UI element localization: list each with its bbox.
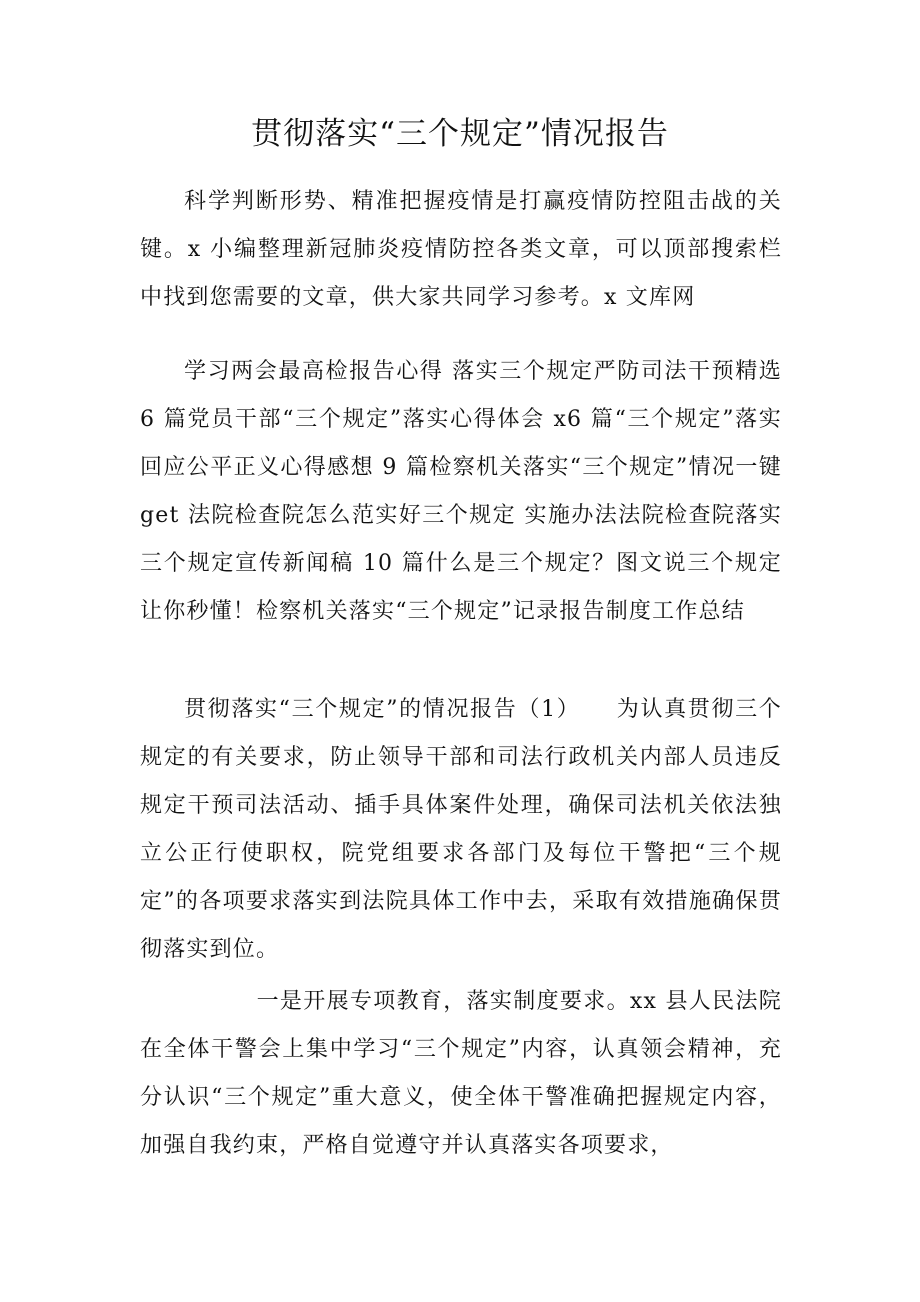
paragraph-intro: 科学判断形势、精准把握疫情是打赢疫情防控阻击战的关键。x 小编整理新冠肺炎疫情防控各类文章，可以顶部搜索栏中找到您需要的文章，供大家共同学习参考。x 文库网 bbox=[140, 189, 782, 310]
paragraph-report-intro: 贯彻落实“三个规定”的情况报告（1） 为认真贯彻三个规定的有关要求，防止领导干部和司法行政机关内部人员违反规定干预司法活动、插手具体案件处理，确保司法机关依法独立公正行使职权，院党组要求各部门及每位干警把“三个规定”的各项要求落实到法院具体工作中去，采取有效措施确保贯彻落实到位。 bbox=[140, 697, 782, 962]
paragraph-related-articles: 学习两会最高检报告心得 落实三个规定严防司法干预精选 6 篇党员干部“三个规定”落实心得体会 x6 篇“三个规定”落实回应公平正义心得感想 9 篇检察机关落实“三个规定”情况一键 get 法院检查院怎么范实好三个规定 实施办法法院检查院落实三个规定宣传新闻稿 10 篇什么是三个规定？图文说三个规定让你秒懂！检察机关落实“三个规定”记录报告制度工作总结 bbox=[140, 359, 782, 624]
document-title: 贯彻落实“三个规定”情况报告 bbox=[251, 116, 669, 152]
paragraph-point-one: 一是开展专项教育，落实制度要求。xx 县人民法院在全体干警会上集中学习“三个规定”内容，认真领会精神，充分认识“三个规定”重大意义，使全体干警准确把握规定内容，加强自我约束，严格自觉遵守并认真落实各项要求， bbox=[140, 989, 782, 1158]
